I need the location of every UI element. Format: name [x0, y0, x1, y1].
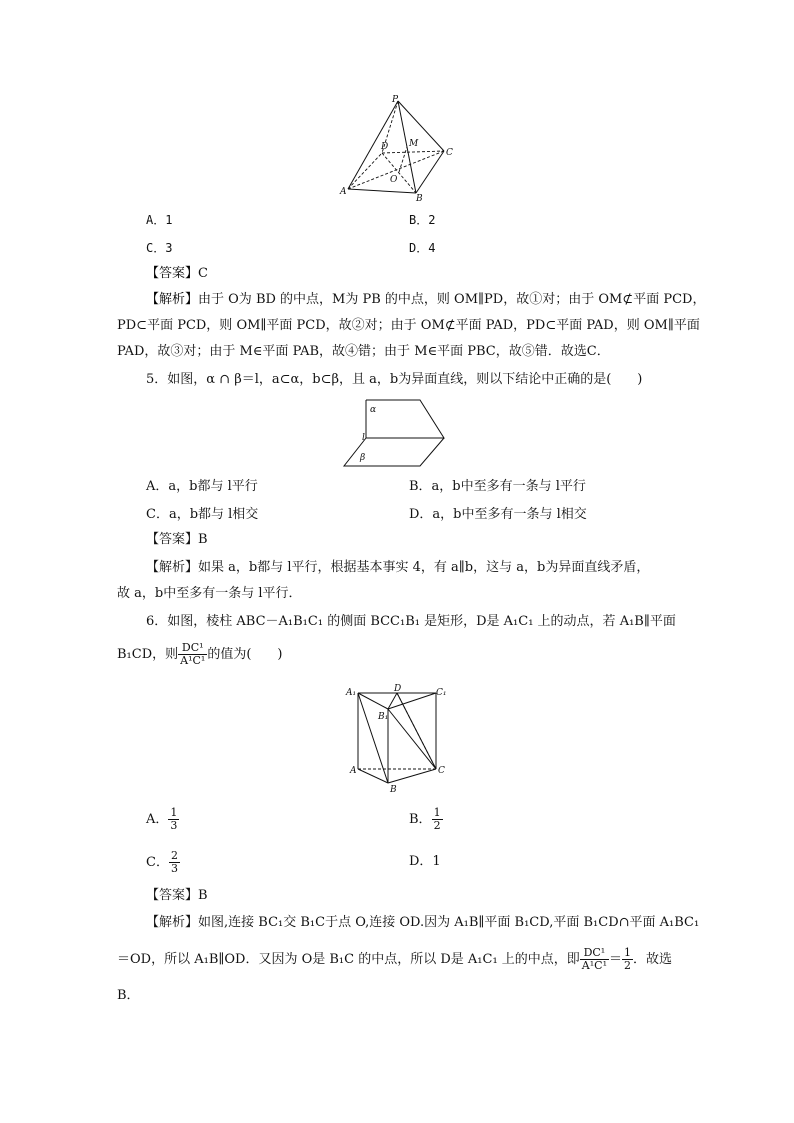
fraction-denominator: 3	[170, 862, 178, 875]
fraction-numerator: DC¹	[178, 642, 207, 655]
half-fraction	[622, 947, 633, 972]
q6-analysis-line-1	[146, 913, 699, 933]
fraction-numerator: DC¹	[580, 947, 609, 960]
analysis-text: ＝	[608, 952, 622, 967]
option-fraction	[169, 850, 180, 875]
q5-option-b: B．a，b中至多有一条与 l平行	[409, 479, 586, 494]
label-l: l	[362, 433, 365, 443]
q4-option-b: B．2	[409, 213, 436, 227]
stem-text: B₁CD，则	[117, 647, 179, 662]
fraction-denominator: 2	[433, 819, 441, 832]
label-C: C	[438, 766, 445, 776]
analysis-text: 如果 a，b都与 l平行，根据基本事实 4，有 a∥b，这与 a，b为异面直线矛盾，	[198, 560, 650, 575]
fraction-numerator: 1	[170, 806, 178, 819]
analysis-text: 由于 O为 BD 的中点，M为 PB 的中点，则 OM∥PD，故①对；由于 OM⊄平面 PCD，	[198, 292, 706, 307]
label-B: B	[390, 785, 397, 793]
q5-option-a: A．a，b都与 l平行	[146, 479, 258, 494]
q6-analysis-line-3: B．	[117, 988, 140, 1003]
label-A1: A₁	[346, 688, 357, 698]
q6-option-a	[146, 807, 179, 832]
stem-text: 的值为( )	[207, 647, 283, 662]
q4-option-c: C．3	[146, 241, 173, 255]
analysis-text: ．故选	[633, 952, 673, 967]
analysis-tag: 【解析】	[146, 560, 199, 575]
answer-value: B	[198, 532, 208, 547]
fraction-numerator: 1	[433, 806, 441, 819]
analysis-tag: 【解析】	[146, 292, 199, 307]
label-M: M	[409, 139, 419, 149]
label-B: B	[416, 194, 423, 203]
label-A: A	[350, 766, 357, 776]
planes-figure	[340, 396, 452, 470]
q4-option-d: D．4	[409, 241, 436, 255]
option-fraction	[432, 807, 443, 832]
label-D: D	[394, 684, 402, 694]
stem-fraction	[178, 642, 207, 667]
fraction-denominator: 3	[170, 819, 178, 832]
answer-value: C	[198, 266, 208, 281]
q6-stem-line-2	[117, 642, 282, 667]
q6-option-c	[146, 850, 180, 875]
fraction-denominator: 2	[624, 959, 631, 972]
label-P: P	[392, 95, 399, 105]
option-label: B．	[409, 812, 432, 827]
q6-option-b	[409, 807, 443, 832]
q5-option-d: D．a，b中至多有一条与 l相交	[409, 507, 587, 522]
q5-option-c: C．a，b都与 l相交	[146, 507, 259, 522]
analysis-text: ＝OD，所以 A₁B∥OD．又因为 O是 B₁C 的中点，所以 D是 A₁C₁ 上的中点，即	[117, 952, 580, 967]
q4-analysis-line-2: PD⊂平面 PCD，则 OM∥平面 PCD，故②对；由于 OM⊄平面 PAD，PD⊂平面 PAD，则 OM∥平面	[117, 318, 700, 333]
q5-stem: 5．如图，α ∩ β＝l，a⊂α，b⊂β，且 a，b为异面直线，则以下结论中正确的是( )	[146, 372, 643, 387]
q4-option-a: A．1	[146, 213, 173, 227]
option-fraction	[168, 807, 179, 832]
answer-value: B	[198, 888, 208, 903]
pyramid-figure	[336, 93, 460, 203]
label-alpha: α	[370, 405, 377, 415]
answer-tag: 【答案】	[146, 888, 199, 903]
answer-tag: 【答案】	[146, 266, 199, 281]
label-A: A	[340, 187, 347, 197]
q6-option-d: D．1	[409, 854, 441, 869]
analysis-tag: 【解析】	[146, 915, 199, 930]
fraction-numerator: 2	[170, 849, 178, 862]
fraction-denominator: A¹C¹	[180, 654, 206, 667]
q4-analysis-line-1	[146, 290, 705, 310]
label-beta: β	[360, 453, 366, 463]
fraction-numerator: 1	[624, 946, 631, 959]
answer-tag: 【答案】	[146, 532, 199, 547]
option-label: A．	[146, 812, 169, 827]
q4-analysis-line-3: PAD，故③对；由于 M∈平面 PAB，故④错；由于 M∈平面 PBC，故⑤错．故选C．	[117, 344, 610, 359]
label-C1: C₁	[436, 688, 447, 698]
q6-analysis-line-2	[117, 947, 672, 972]
q4-answer	[146, 264, 208, 284]
label-C: C	[446, 148, 453, 158]
q5-analysis-line-1	[146, 558, 649, 578]
label-O: O	[390, 175, 398, 185]
q6-answer	[146, 886, 208, 906]
analysis-fraction	[580, 947, 609, 972]
label-B1: B₁	[378, 712, 389, 722]
fraction-denominator: A¹C¹	[581, 959, 607, 972]
prism-figure	[340, 683, 456, 793]
option-label: C．	[146, 855, 169, 870]
analysis-text: 如图,连接 BC₁交 B₁C于点 O,连接 OD.因为 A₁B∥平面 B₁CD,平面 B₁CD∩平面 A₁BC₁	[198, 915, 700, 930]
q6-stem-line-1: 6．如图，棱柱 ABC－A₁B₁C₁ 的侧面 BCC₁B₁ 是矩形，D是 A₁C₁ 上的动点，若 A₁B∥平面	[146, 614, 676, 629]
q5-analysis-line-2: 故 a，b中至多有一条与 l平行．	[117, 586, 302, 601]
label-D: D	[381, 142, 389, 152]
q5-answer	[146, 530, 208, 550]
